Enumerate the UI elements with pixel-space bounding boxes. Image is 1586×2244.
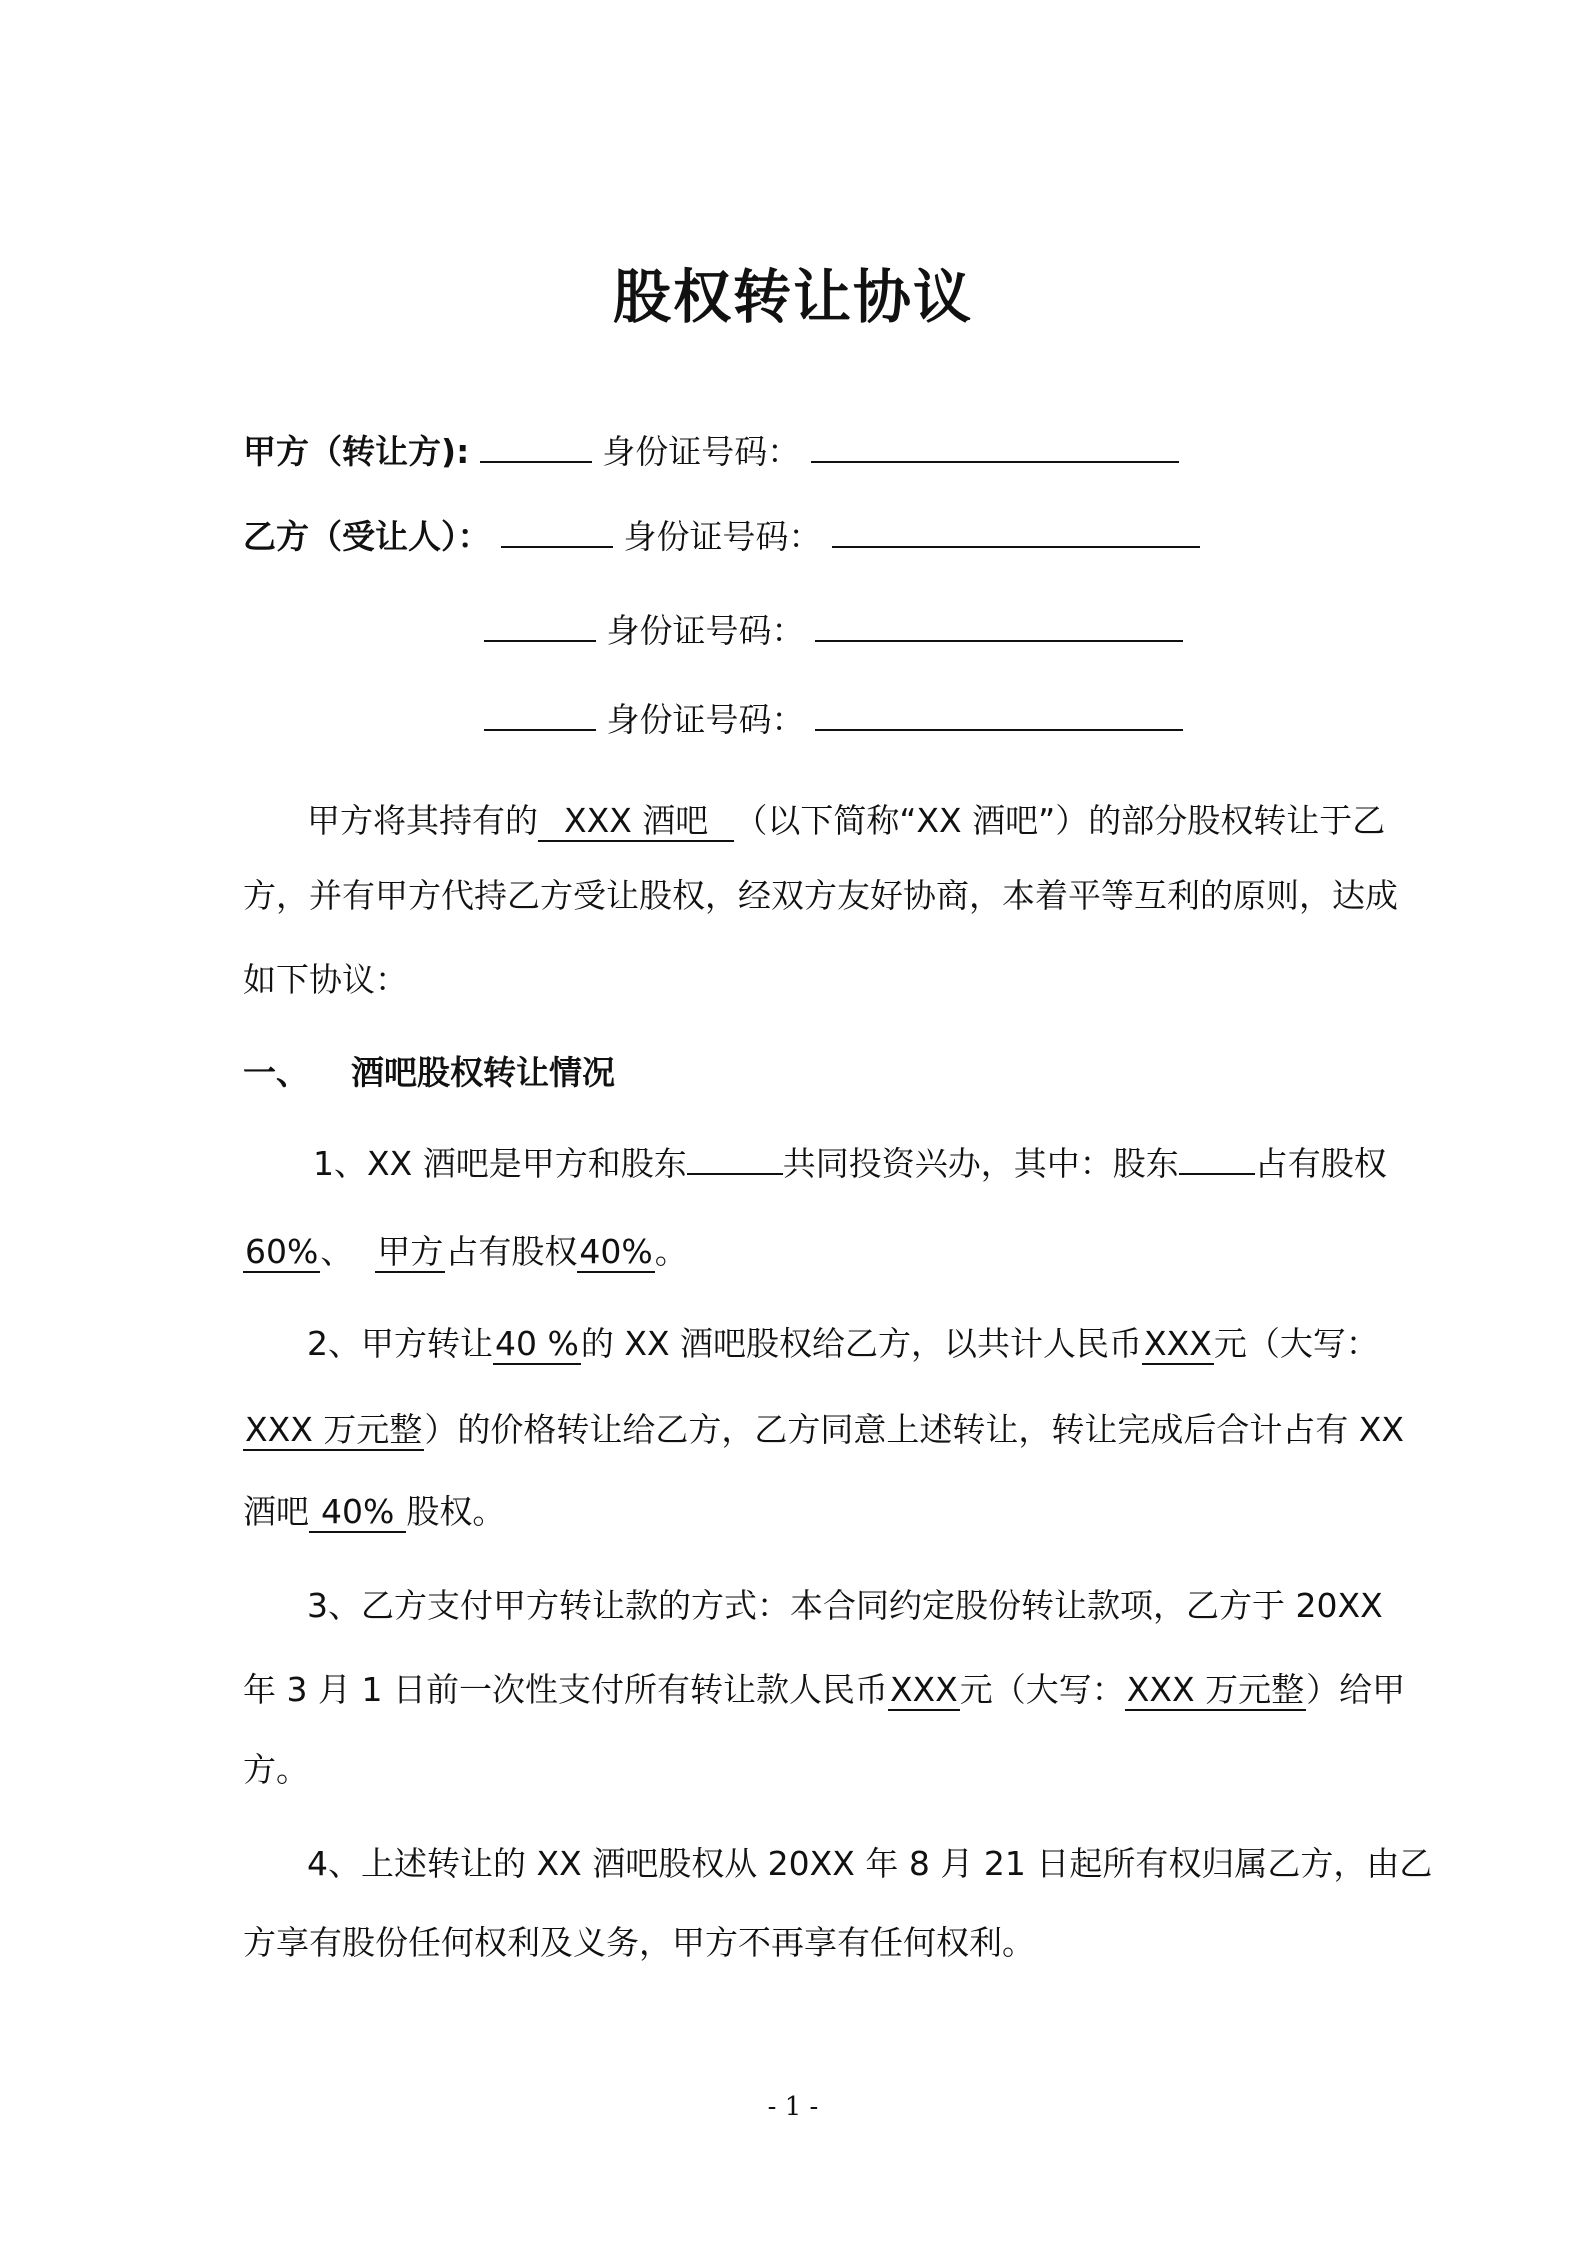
amount-field: XXX [1144, 1324, 1212, 1363]
amount-words-field: XXX 万元整 [245, 1410, 423, 1449]
intro-line-2: 方，并有甲方代持乙方受让股权，经双方友好协商，本着平等互利的原则，达成 [243, 876, 1398, 915]
clause-text: 占有股权 [1254, 1144, 1387, 1183]
intro-text: 甲方将其持有的 [307, 801, 538, 840]
extra-id-label: 身份证号码： [606, 700, 805, 739]
shareholder-blank [687, 1141, 783, 1175]
party-field: 甲方 [377, 1232, 444, 1271]
section-heading [243, 1051, 615, 1095]
clause-text: 共同投资兴办，其中：股东 [782, 1144, 1179, 1183]
clause-text: 1、XX 酒吧是甲方和股东 [313, 1144, 687, 1183]
clause-text: 。 [654, 1232, 688, 1271]
amount-words-field: XXX 万元整 [1126, 1670, 1305, 1709]
party-a-label: 甲方（转让方): [243, 432, 470, 471]
party-b-id-label: 身份证号码： [623, 517, 822, 556]
page-number: - 1 - [767, 2092, 819, 2122]
intro-line-3: 如下协议： [243, 960, 408, 999]
clause-text: 元（大写： [1213, 1324, 1379, 1363]
share-percent-field: 40% [579, 1232, 653, 1271]
section-title: 酒吧股权转让情况 [351, 1053, 615, 1092]
bar-name-field: XXX 酒吧 [538, 801, 734, 842]
extra-id-row [484, 608, 1183, 653]
clause-text: 的 XX 酒吧股权给乙方，以共计人民币 [580, 1324, 1143, 1363]
clause-3-line-3: 方。 [243, 1750, 309, 1789]
clause-text: 2、甲方转让 [307, 1324, 493, 1363]
total-percent-field: 40% [309, 1492, 406, 1533]
extra-id-label: 身份证号码： [606, 611, 805, 650]
share-percent-field: 60% [245, 1232, 319, 1271]
party-b-row [243, 514, 1200, 559]
document-title: 股权转让协议 [612, 263, 973, 331]
clause-text: 元（大写： [959, 1670, 1125, 1709]
section-number: 一、 [243, 1053, 309, 1092]
extra-name-blank [484, 697, 596, 731]
clause-2-line-3 [243, 1490, 505, 1534]
party-a-name-blank [480, 429, 592, 463]
transfer-percent-field: 40 % [495, 1324, 579, 1363]
intro-text: （以下简称“XX 酒吧”）的部分股权转让于乙 [734, 801, 1386, 840]
amount-field: XXX [889, 1670, 958, 1709]
clause-3-line-2 [243, 1668, 1405, 1712]
clause-text: 年 3 月 1 日前一次性支付所有转让款人民币 [243, 1670, 888, 1709]
clause-1-line-1 [313, 1141, 1387, 1186]
shareholder-blank [1179, 1141, 1255, 1175]
clause-text: 股权。 [406, 1492, 506, 1531]
clause-text: 酒吧 [243, 1492, 309, 1531]
clause-3-line-1: 3、乙方支付甲方转让款的方式：本合同约定股份转让款项，乙方于 20XX [307, 1586, 1383, 1625]
party-b-label: 乙方（受让人）： [243, 517, 491, 556]
party-b-id-blank [832, 514, 1200, 548]
party-a-row [243, 429, 1179, 474]
clause-2-line-1 [307, 1322, 1379, 1366]
clause-text: ）的价格转让给乙方，乙方同意上述转让，转让完成后合计占有 XX [424, 1410, 1405, 1449]
clause-4-line-1: 4、上述转让的 XX 酒吧股权从 20XX 年 8 月 21 日起所有权归属乙方，由乙 [307, 1844, 1433, 1883]
clause-text: 占有股权 [445, 1232, 578, 1271]
clause-text: ）给甲 [1306, 1670, 1406, 1709]
extra-name-blank [484, 608, 596, 642]
clause-4-line-2: 方享有股份任何权利及义务，甲方不再享有任何权利。 [243, 1923, 1035, 1962]
intro-line-1 [307, 799, 1385, 843]
extra-id-blank [815, 697, 1183, 731]
party-b-name-blank [501, 514, 613, 548]
clause-1-line-2 [243, 1230, 688, 1274]
extra-id-row [484, 697, 1183, 742]
party-a-id-blank [811, 429, 1179, 463]
clause-2-line-2 [243, 1408, 1404, 1452]
clause-text: 、 [320, 1232, 354, 1271]
extra-id-blank [815, 608, 1183, 642]
party-a-id-label: 身份证号码： [602, 432, 801, 471]
